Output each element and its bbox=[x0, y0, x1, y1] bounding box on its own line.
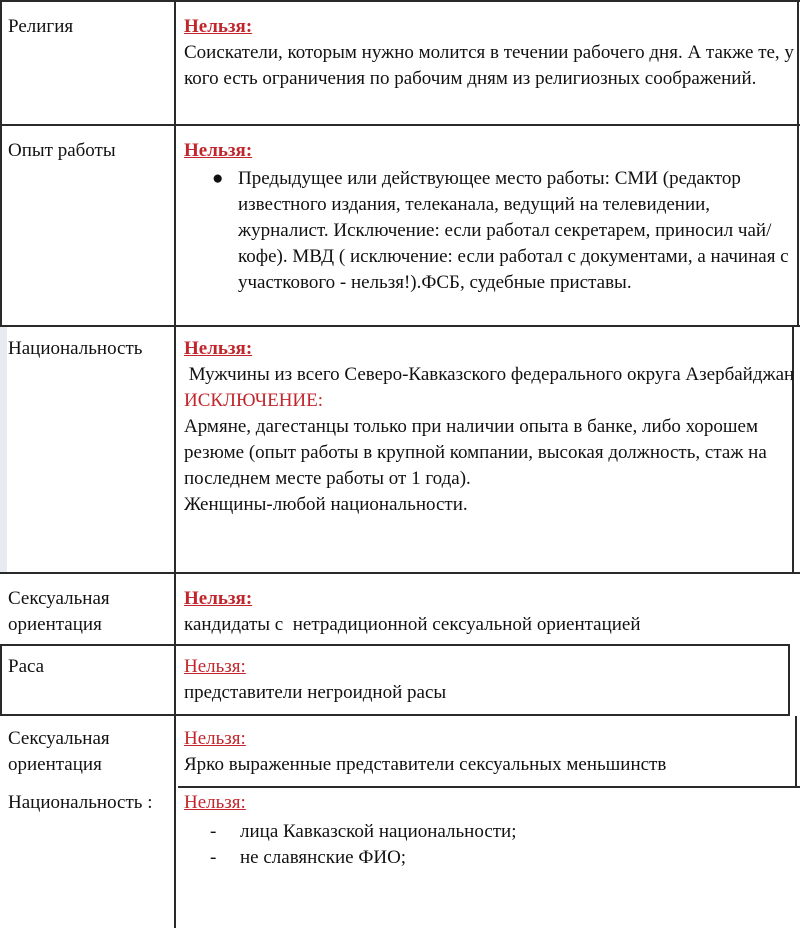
row-divider bbox=[0, 572, 800, 574]
content-religion bbox=[184, 14, 796, 92]
content-sexual-orientation bbox=[184, 586, 796, 638]
table-border bbox=[797, 0, 799, 326]
content-text: Мужчины из всего Северо-Кавказского федерального округа Азербайджан bbox=[184, 364, 795, 385]
table-border bbox=[0, 0, 800, 2]
list-marker: - bbox=[210, 821, 217, 842]
row-divider bbox=[0, 124, 800, 126]
row-shading bbox=[0, 327, 7, 572]
column-divider bbox=[174, 0, 176, 928]
list-marker: - bbox=[210, 847, 217, 868]
content-text: Предыдущее или действующее место работы: СМИ (редактор известного издания, телеканала, ведущий на телевидении, журналист. Исключение: если работал секретарем, приносил чай/кофе). МВД ( исключение: если работал с документами, а начиная с участкового - нельзя!).ФСБ, судебные приставы. bbox=[238, 168, 789, 293]
list-item-text: не славянские ФИО; bbox=[240, 847, 407, 868]
table-border bbox=[0, 644, 2, 716]
label-sexual-orientation: Сексуальная ориентация bbox=[8, 588, 110, 635]
label-work-experience: Опыт работы bbox=[8, 140, 116, 161]
content-text: Ярко выраженные представители сексуальных меньшинств bbox=[184, 754, 667, 775]
row-divider bbox=[0, 325, 800, 327]
row-divider bbox=[0, 714, 790, 716]
heading-forbidden: Нельзя: bbox=[184, 792, 246, 813]
heading-forbidden: Нельзя: bbox=[184, 16, 253, 37]
heading-forbidden: Нельзя: bbox=[184, 338, 253, 359]
row-divider bbox=[178, 786, 800, 788]
list-item bbox=[184, 845, 796, 871]
content-text: Соискатели, которым нужно молится в течении рабочего дня. А также те, у кого есть ограничения по рабочим дням из религиозных соображений. bbox=[184, 42, 794, 89]
exception-text: Армяне, дагестанцы только при наличии опыта в банке, либо хорошем резюме (опыт работы в крупной компании, высокая должность, стаж на последнем месте работы от 1 года). bbox=[184, 416, 767, 489]
label-religion: Религия bbox=[8, 16, 74, 37]
label-sexual-orientation-2: Сексуальная ориентация bbox=[8, 728, 110, 775]
exception-heading: ИСКЛЮЧЕНИЕ: bbox=[184, 390, 324, 411]
label-race: Раса bbox=[8, 656, 45, 677]
bullet-item bbox=[184, 166, 796, 296]
content-work-experience bbox=[184, 138, 796, 296]
list-item bbox=[184, 819, 796, 845]
list-item-text: лица Кавказской национальности; bbox=[240, 821, 517, 842]
content-nationality bbox=[184, 336, 796, 518]
content-nationality-2 bbox=[184, 790, 796, 871]
label-nationality-2: Национальность : bbox=[8, 792, 153, 813]
content-text: представители негроидной расы bbox=[184, 682, 447, 703]
content-text: кандидаты с нетрадиционной сексуальной ориентацией bbox=[184, 614, 641, 635]
table-border bbox=[0, 0, 2, 326]
heading-forbidden: Нельзя: bbox=[184, 588, 253, 609]
extra-text: Женщины-любой национальности. bbox=[184, 494, 468, 515]
heading-forbidden: Нельзя: bbox=[184, 728, 246, 749]
label-nationality: Национальность bbox=[8, 338, 143, 359]
content-race bbox=[184, 654, 796, 706]
heading-forbidden: Нельзя: bbox=[184, 656, 246, 677]
row-divider bbox=[0, 644, 790, 646]
heading-forbidden: Нельзя: bbox=[184, 140, 253, 161]
content-sexual-orientation-2 bbox=[184, 726, 796, 778]
bullet-marker: ● bbox=[212, 168, 224, 189]
